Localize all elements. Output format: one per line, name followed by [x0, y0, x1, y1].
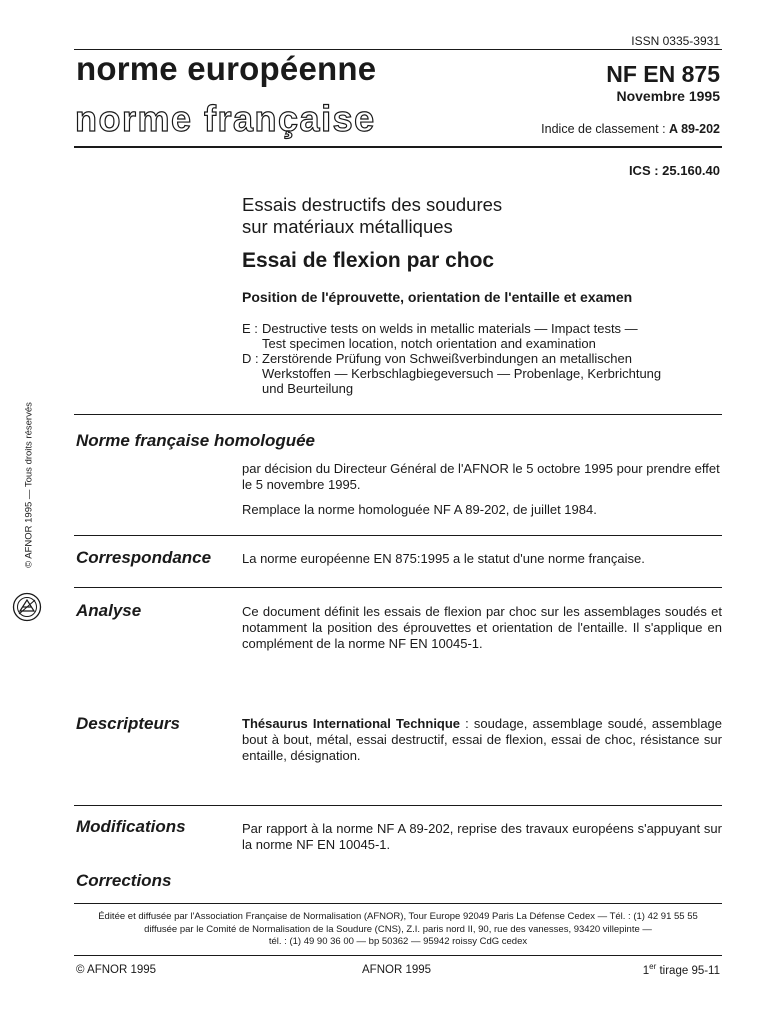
issn-number: ISSN 0335-3931 — [631, 34, 720, 48]
afnor-seal-icon — [12, 592, 42, 622]
classification-value: A 89-202 — [669, 122, 720, 136]
homologuee-replaces: Remplace la norme homologuée NF A 89-202, de juillet 1984. — [242, 502, 597, 517]
german-title — [242, 351, 702, 396]
publisher-line2: diffusée par le Comité de Normalisation de la Soudure (CNS), Z.I. paris nord II, 90, rue des vanesses, 93420 villepinte — — [144, 923, 652, 935]
header-bottom-rule — [74, 146, 722, 148]
footer-rule — [74, 903, 722, 904]
homologuee-decision: par décision du Directeur Général de l'AFNOR le 5 octobre 1995 pour prendre effet le 5 novembre 1995. — [242, 461, 720, 492]
copyright-notice: © AFNOR 1995 — [76, 964, 157, 976]
modifications-body: Par rapport à la norme NF A 89-202, reprise des travaux européens s'appuyant sur la norme NF EN 10045-1. — [242, 821, 722, 852]
standard-number: NF EN 875 — [606, 61, 720, 87]
heading-corrections: Corrections — [76, 871, 172, 890]
french-title-line2: sur matériaux métalliques — [242, 216, 453, 237]
publisher-line3: tél. : (1) 49 90 36 00 — bp 50362 — 95942 roissy CdG cedex — [268, 936, 528, 947]
english-title-line1: Destructive tests on welds in metallic materials — Impact tests — — [262, 321, 638, 336]
english-lead: E : — [242, 321, 258, 336]
subtitle: Position de l'éprouvette, orientation de l'entaille et examen — [242, 289, 633, 305]
footer-bottom-rule — [74, 955, 722, 956]
ics-code: ICS : 25.160.40 — [628, 163, 720, 178]
main-title: Essai de flexion par choc — [242, 249, 495, 272]
vertical-copyright — [24, 380, 34, 590]
english-title-line2: Test specimen location, notch orientation and examination — [262, 336, 596, 351]
print-run — [643, 962, 720, 977]
classification-label: Indice de classement : — [541, 122, 666, 136]
publication-date: Novembre 1995 — [616, 88, 720, 104]
english-title — [242, 321, 702, 351]
homologuee-body — [242, 461, 722, 527]
publisher-info — [74, 911, 722, 949]
section-divider — [74, 587, 722, 588]
french-title — [242, 194, 502, 238]
descripteurs-text: : soudage, assemblage soudé, assemblage bout à bout, métal, essai destructif, essai de flexion, essai de choc, résistance sur entaille, désignation. — [242, 716, 723, 763]
french-title-line1: Essais destructifs des soudures — [242, 194, 503, 215]
descripteurs-body — [242, 716, 722, 764]
vertical-copyright-text: © AFNOR 1995 — Tous droits réservés — [23, 402, 35, 568]
heading-modifications: Modifications — [76, 817, 186, 836]
section-divider — [74, 414, 722, 415]
section-divider — [74, 805, 722, 806]
heading-descripteurs: Descripteurs — [76, 714, 180, 733]
german-title-line1: Zerstörende Prüfung von Schweißverbindungen an metallischen — [262, 351, 632, 366]
title-norme-europeenne: norme européenne — [76, 50, 377, 87]
german-title-line3: und Beurteilung — [262, 381, 354, 396]
classification-index — [541, 122, 720, 136]
publisher-line1: Éditée et diffusée par l'Association Française de Normalisation (AFNOR), Tour Europe 92049 Paris La Défense Cedex — Tél. : (1) 42 91 55 55 — [98, 911, 698, 922]
print-run-number: 1 — [642, 964, 650, 977]
print-run-label: tirage 95-11 — [656, 964, 720, 977]
correspondance-body: La norme européenne EN 875:1995 a le statut d'une norme française. — [242, 551, 645, 566]
analyse-body: Ce document définit les essais de flexion par choc sur les assemblages soudés et notamment la position des éprouvettes et orientation de l'entaille. Il s'applique en complément de la norme NF EN 10045-1. — [242, 604, 722, 651]
publisher-year: AFNOR 1995 — [362, 964, 432, 976]
print-run-ordinal: er — [649, 962, 657, 971]
heading-analyse: Analyse — [76, 601, 142, 620]
german-lead: D : — [242, 351, 259, 366]
thesaurus-label: Thésaurus International Technique — [242, 716, 461, 731]
heading-homologuee: Norme française homologuée — [76, 431, 316, 450]
title-norme-francaise: norme française — [75, 98, 376, 139]
section-divider — [74, 535, 722, 536]
heading-correspondance: Correspondance — [76, 548, 212, 567]
german-title-line2: Werkstoffen — Kerbschlagbiegeversuch — Probenlage, Kerbrichtung — [262, 366, 662, 381]
